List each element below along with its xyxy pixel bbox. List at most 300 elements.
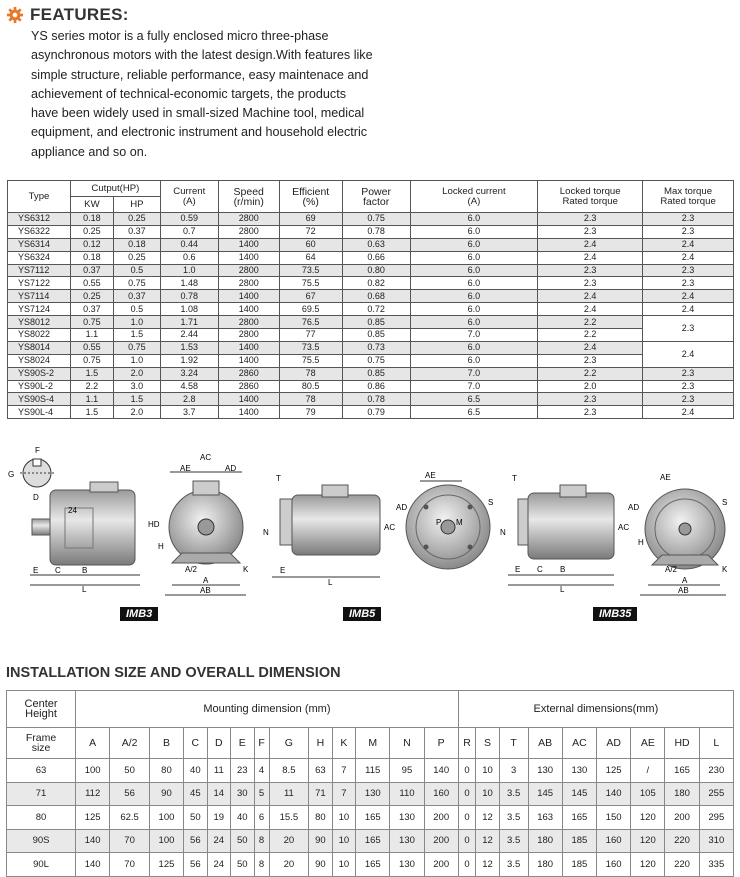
install-cell: 130 [562,759,596,783]
spec-cell: 0.80 [342,264,410,277]
spec-cell: 6.0 [410,316,538,329]
install-cell: 8.5 [269,759,309,783]
install-col-header: L [699,728,733,759]
install-cell: 45 [184,782,207,806]
spec-cell: 0.25 [70,225,113,238]
spec-cell: 2.3 [643,264,734,277]
spec-cell: 64 [279,251,342,264]
dim-ae3: AE [660,473,671,482]
spec-cell: YS6322 [8,225,71,238]
install-col-header: P [424,728,458,759]
spec-cell: 0.25 [113,251,160,264]
spec-cell: 0.37 [113,225,160,238]
spec-cell: 0.12 [70,238,113,251]
install-cell: 335 [699,853,733,877]
install-col-header: M [356,728,390,759]
spec-row [8,354,734,367]
spec-cell: 2.4 [643,303,734,316]
spec-cell: 2.3 [643,367,734,380]
install-col-header: AE [631,728,665,759]
spec-cell: 0.73 [342,341,410,354]
spec-cell: 0.79 [342,406,410,419]
spec-cell: 3.0 [113,380,160,393]
spec-cell: 0.75 [113,341,160,354]
install-cell: 8 [254,829,269,853]
install-cell: 110 [390,782,424,806]
install-cell: 56 [184,853,207,877]
install-cell: 165 [356,829,390,853]
install-cell: 90 [309,853,332,877]
dim-h3: H [638,538,644,547]
install-cell: 145 [528,782,562,806]
header-center-height: Center Height [7,691,76,728]
spec-cell: 0.78 [342,393,410,406]
spec-cell: 2.4 [538,290,643,303]
gear-icon [6,6,24,24]
spec-cell: 1.08 [160,303,218,316]
spec-cell: 1.92 [160,354,218,367]
spec-cell: 67 [279,290,342,303]
dim-ae: AE [180,464,191,473]
install-cell: 15.5 [269,806,309,830]
install-cell: 11 [269,782,309,806]
install-cell: 90L [7,853,76,877]
spec-cell: 1400 [218,238,279,251]
spec-cell: 0.63 [342,238,410,251]
install-cell: 90 [149,782,183,806]
install-col-header: C [184,728,207,759]
spec-cell: 6.0 [410,354,538,367]
spec-cell: 2.2 [70,380,113,393]
spec-cell: 3.24 [160,367,218,380]
install-cell: 200 [665,806,699,830]
install-col-header: R [458,728,475,759]
install-col-header: B [149,728,183,759]
dim-b: B [82,566,88,575]
spec-row [8,277,734,290]
spec-row [8,393,734,406]
install-cell: 30 [231,782,254,806]
spec-cell: 6.0 [410,264,538,277]
spec-cell: 1.0 [113,354,160,367]
spec-cell: 2.3 [643,393,734,406]
install-cell: 120 [631,806,665,830]
dim-e: E [33,566,39,575]
install-cell: 112 [76,782,110,806]
header-output: Cutput(HP) [70,181,160,197]
spec-cell: 6.5 [410,393,538,406]
spec-cell: 2.3 [538,354,643,367]
install-cell: 4 [254,759,269,783]
spec-cell: 2.3 [538,406,643,419]
label-imb3: IMB3 [120,607,158,621]
spec-cell: 2.4 [643,290,734,303]
install-cell: 180 [528,853,562,877]
spec-cell: YS8022 [8,329,71,342]
spec-cell: 2.3 [643,277,734,290]
install-cell: 12 [476,806,499,830]
dim-a3: A [682,576,688,585]
spec-cell: 2800 [218,213,279,226]
spec-cell: YS7124 [8,303,71,316]
install-cell: 10 [476,782,499,806]
spec-cell: 2800 [218,329,279,342]
install-cell: 71 [7,782,76,806]
label-imb35: IMB35 [593,607,637,621]
install-cell: 125 [76,806,110,830]
install-cell: 50 [110,759,150,783]
install-col-header: G [269,728,309,759]
install-col-header: H [309,728,332,759]
spec-cell: 6.0 [410,303,538,316]
install-col-header: S [476,728,499,759]
spec-cell: 2.3 [538,393,643,406]
header-kw: KW [70,197,113,213]
spec-cell: 0.75 [113,277,160,290]
install-cell: 19 [207,806,230,830]
spec-cell: 2.4 [538,341,643,354]
spec-cell: 0.25 [113,213,160,226]
spec-cell: 80.5 [279,380,342,393]
spec-cell: 2.4 [538,238,643,251]
spec-cell-max-torque-merged: 2.4 [643,341,734,367]
header-speed: Speed (r/min) [218,181,279,213]
install-cell: 62.5 [110,806,150,830]
install-cell: 120 [631,853,665,877]
spec-cell: 0.55 [70,341,113,354]
install-cell: 40 [231,806,254,830]
spec-cell: YS90L-2 [8,380,71,393]
spec-cell: 2.44 [160,329,218,342]
spec-cell: 2800 [218,225,279,238]
install-col-header: N [390,728,424,759]
dim-l3: L [560,585,565,594]
spec-cell: 2.0 [113,367,160,380]
dim-a2: A/2 [185,565,198,574]
spec-cell: YS90S-4 [8,393,71,406]
dim-ab: AB [200,586,211,595]
header-locked-torque: Locked torque Rated torque [538,181,643,213]
spec-cell: 75.5 [279,277,342,290]
dim-ac3: AC [618,523,630,532]
spec-cell: 6.0 [410,225,538,238]
spec-cell: 0.85 [342,367,410,380]
install-cell: 50 [184,806,207,830]
install-cell: 80 [7,806,76,830]
spec-cell: 1400 [218,341,279,354]
install-cell: 130 [390,829,424,853]
dim-ad2: AD [396,503,408,512]
spec-cell: 0.6 [160,251,218,264]
spec-cell: 2.3 [538,277,643,290]
dim-24: 24 [68,506,77,515]
spec-cell: 1.1 [70,329,113,342]
spec-cell: YS7112 [8,264,71,277]
spec-row [8,213,734,226]
spec-cell: 7.0 [410,367,538,380]
spec-cell: 1400 [218,393,279,406]
install-col-header: AB [528,728,562,759]
spec-cell: 2.8 [160,393,218,406]
install-cell: 220 [665,853,699,877]
install-cell: 100 [76,759,110,783]
spec-cell: YS8024 [8,354,71,367]
imb5-side-view [272,485,380,577]
spec-row [8,251,734,264]
spec-cell: 77 [279,329,342,342]
install-col-header: F [254,728,269,759]
install-cell: 165 [356,853,390,877]
install-cell: 3 [499,759,528,783]
spec-cell: YS6312 [8,213,71,226]
spec-cell: 2.4 [538,303,643,316]
install-cell: 230 [699,759,733,783]
spec-cell: YS90S-2 [8,367,71,380]
install-cell: 130 [390,806,424,830]
dim-e3: E [515,565,521,574]
spec-cell: 1.0 [113,316,160,329]
spec-cell: 1400 [218,290,279,303]
dim-s: S [488,498,494,507]
dim-g: G [8,470,15,479]
spec-cell: 2.3 [538,225,643,238]
spec-cell: 0.18 [70,251,113,264]
install-cell: 70 [110,829,150,853]
spec-cell: 1.0 [160,264,218,277]
dim-ab3: AB [678,586,689,595]
install-cell: 40 [184,759,207,783]
spec-cell: YS6314 [8,238,71,251]
install-cell: 100 [149,806,183,830]
install-cell: 163 [528,806,562,830]
spec-cell: 6.0 [410,238,538,251]
dim-d: D [33,493,39,502]
spec-cell: 0.68 [342,290,410,303]
header-locked-current: Locked current (A) [410,181,538,213]
spec-cell: 6.0 [410,277,538,290]
spec-cell: YS6324 [8,251,71,264]
spec-cell: 0.18 [113,238,160,251]
install-cell: 3.5 [499,829,528,853]
spec-row [8,329,734,342]
spec-cell: YS7122 [8,277,71,290]
spec-cell: 72 [279,225,342,238]
install-cell: 180 [528,829,562,853]
spec-cell: 0.18 [70,213,113,226]
install-cell: 145 [562,782,596,806]
label-imb5: IMB5 [343,607,381,621]
spec-cell: 2.3 [538,264,643,277]
header-frame-size: Frame size [7,728,76,759]
install-cell: 100 [149,829,183,853]
spec-cell: 0.59 [160,213,218,226]
install-cell: 24 [207,829,230,853]
spec-cell: 7.0 [410,380,538,393]
dim-l2: L [328,578,333,587]
spec-cell: 1.5 [113,329,160,342]
dim-f: F [35,446,40,455]
spec-cell: 0.75 [70,354,113,367]
install-row [7,829,734,853]
install-col-header: T [499,728,528,759]
install-cell: 115 [356,759,390,783]
spec-cell: 76.5 [279,316,342,329]
install-cell: 12 [476,853,499,877]
spec-cell: 2.3 [643,380,734,393]
spec-cell: 0.82 [342,277,410,290]
install-cell: 185 [562,853,596,877]
install-cell: 10 [332,853,355,877]
header-current: Current (A) [160,181,218,213]
dimension-drawings [0,435,740,625]
install-cell: 10 [476,759,499,783]
spec-row [8,290,734,303]
install-cell: 50 [231,853,254,877]
spec-cell: 0.7 [160,225,218,238]
install-col-header: AC [562,728,596,759]
spec-cell: 2.3 [643,225,734,238]
install-cell: 165 [562,806,596,830]
install-cell: 125 [149,853,183,877]
spec-cell: 0.78 [342,225,410,238]
install-cell: 180 [665,782,699,806]
install-cell: 12 [476,829,499,853]
spec-cell: 0.37 [70,264,113,277]
spec-cell: 0.5 [113,264,160,277]
spec-cell: 2800 [218,264,279,277]
dim-l: L [82,585,87,594]
spec-cell: 2.0 [113,406,160,419]
install-cell: 3.5 [499,853,528,877]
spec-cell: 73.5 [279,264,342,277]
install-cell: 140 [597,782,631,806]
install-cell: 7 [332,782,355,806]
install-cell: 8 [254,853,269,877]
spec-cell: 1400 [218,354,279,367]
spec-cell: 73.5 [279,341,342,354]
dim-n3: N [500,528,506,537]
install-cell: 7 [332,759,355,783]
spec-row [8,316,734,329]
features-description: YS series motor is a fully enclosed micro three-phase asynchronous motors with the latest design.With features like simple structure, reliable performance, easy maintenace and achievement of technical-economic targets, the products have been widely used in small-sized Machine tool, medical equipment, and electronic instrument and household electric appliance and so on. [31,29,373,159]
install-cell: 165 [665,759,699,783]
install-cell: 120 [631,829,665,853]
spec-cell: 2.0 [538,380,643,393]
install-cell: 0 [458,806,475,830]
spec-cell: 2800 [218,277,279,290]
install-cell: 50 [231,829,254,853]
spec-row [8,341,734,354]
spec-cell: 2.4 [643,251,734,264]
dim-b3: B [560,565,566,574]
install-cell: 0 [458,853,475,877]
spec-cell: 2.3 [538,213,643,226]
header-hp: HP [113,197,160,213]
spec-cell: 0.75 [342,213,410,226]
features-header [6,4,129,26]
install-cell: 70 [110,853,150,877]
spec-cell: 1400 [218,303,279,316]
install-cell: 95 [390,759,424,783]
install-cell: 130 [528,759,562,783]
spec-cell: 2.2 [538,367,643,380]
install-cell: 10 [332,806,355,830]
install-cell: 20 [269,829,309,853]
install-cell: 200 [424,829,458,853]
spec-row [8,238,734,251]
spec-row [8,367,734,380]
spec-cell: 1400 [218,251,279,264]
dim-hd: HD [148,520,160,529]
dim-e2: E [280,566,286,575]
install-cell: 295 [699,806,733,830]
install-cell: 10 [332,829,355,853]
install-cell: 56 [110,782,150,806]
install-cell: 130 [356,782,390,806]
spec-cell: 3.7 [160,406,218,419]
dim-ac2: AC [384,523,396,532]
header-efficient: Efficient (%) [279,181,342,213]
spec-cell: 6.0 [410,290,538,303]
dim-ac: AC [200,453,212,462]
dim-t: T [276,474,281,483]
spec-cell: 1.5 [113,393,160,406]
spec-cell: 0.37 [70,303,113,316]
spec-cell: 1.48 [160,277,218,290]
install-cell: 20 [269,853,309,877]
installation-table [6,690,734,877]
spec-cell: 7.0 [410,329,538,342]
spec-cell: 75.5 [279,354,342,367]
install-cell: 3.5 [499,806,528,830]
features-title: FEATURES: [30,5,129,24]
spec-cell: 2.2 [538,316,643,329]
installation-title: INSTALLATION SIZE AND OVERALL DIMENSION [6,665,341,681]
spec-cell: 78 [279,367,342,380]
spec-row [8,264,734,277]
install-cell: 0 [458,782,475,806]
spec-cell: 2.4 [538,251,643,264]
install-cell: 5 [254,782,269,806]
spec-cell: 0.66 [342,251,410,264]
dim-t3: T [512,474,517,483]
header-max-torque: Max torque Rated torque [643,181,734,213]
install-cell: 56 [184,829,207,853]
spec-cell: 1.71 [160,316,218,329]
install-col-header: E [231,728,254,759]
spec-cell: 2.3 [643,213,734,226]
install-cell: 80 [149,759,183,783]
spec-cell: YS8014 [8,341,71,354]
dim-c3: C [537,565,543,574]
install-cell: 105 [631,782,665,806]
motor-dimension-diagrams [0,435,740,625]
spec-cell: 69 [279,213,342,226]
install-cell: 90 [309,829,332,853]
install-cell: 130 [390,853,424,877]
spec-cell: 0.55 [70,277,113,290]
install-cell: 185 [562,829,596,853]
spec-cell: 1.5 [70,367,113,380]
spec-cell-max-torque-merged: 2.3 [643,316,734,342]
header-type: Type [8,181,71,213]
install-cell: 255 [699,782,733,806]
spec-cell: 78 [279,393,342,406]
install-cell: 14 [207,782,230,806]
spec-cell: 2800 [218,316,279,329]
dim-ad: AD [225,464,237,473]
spec-cell: 6.5 [410,406,538,419]
